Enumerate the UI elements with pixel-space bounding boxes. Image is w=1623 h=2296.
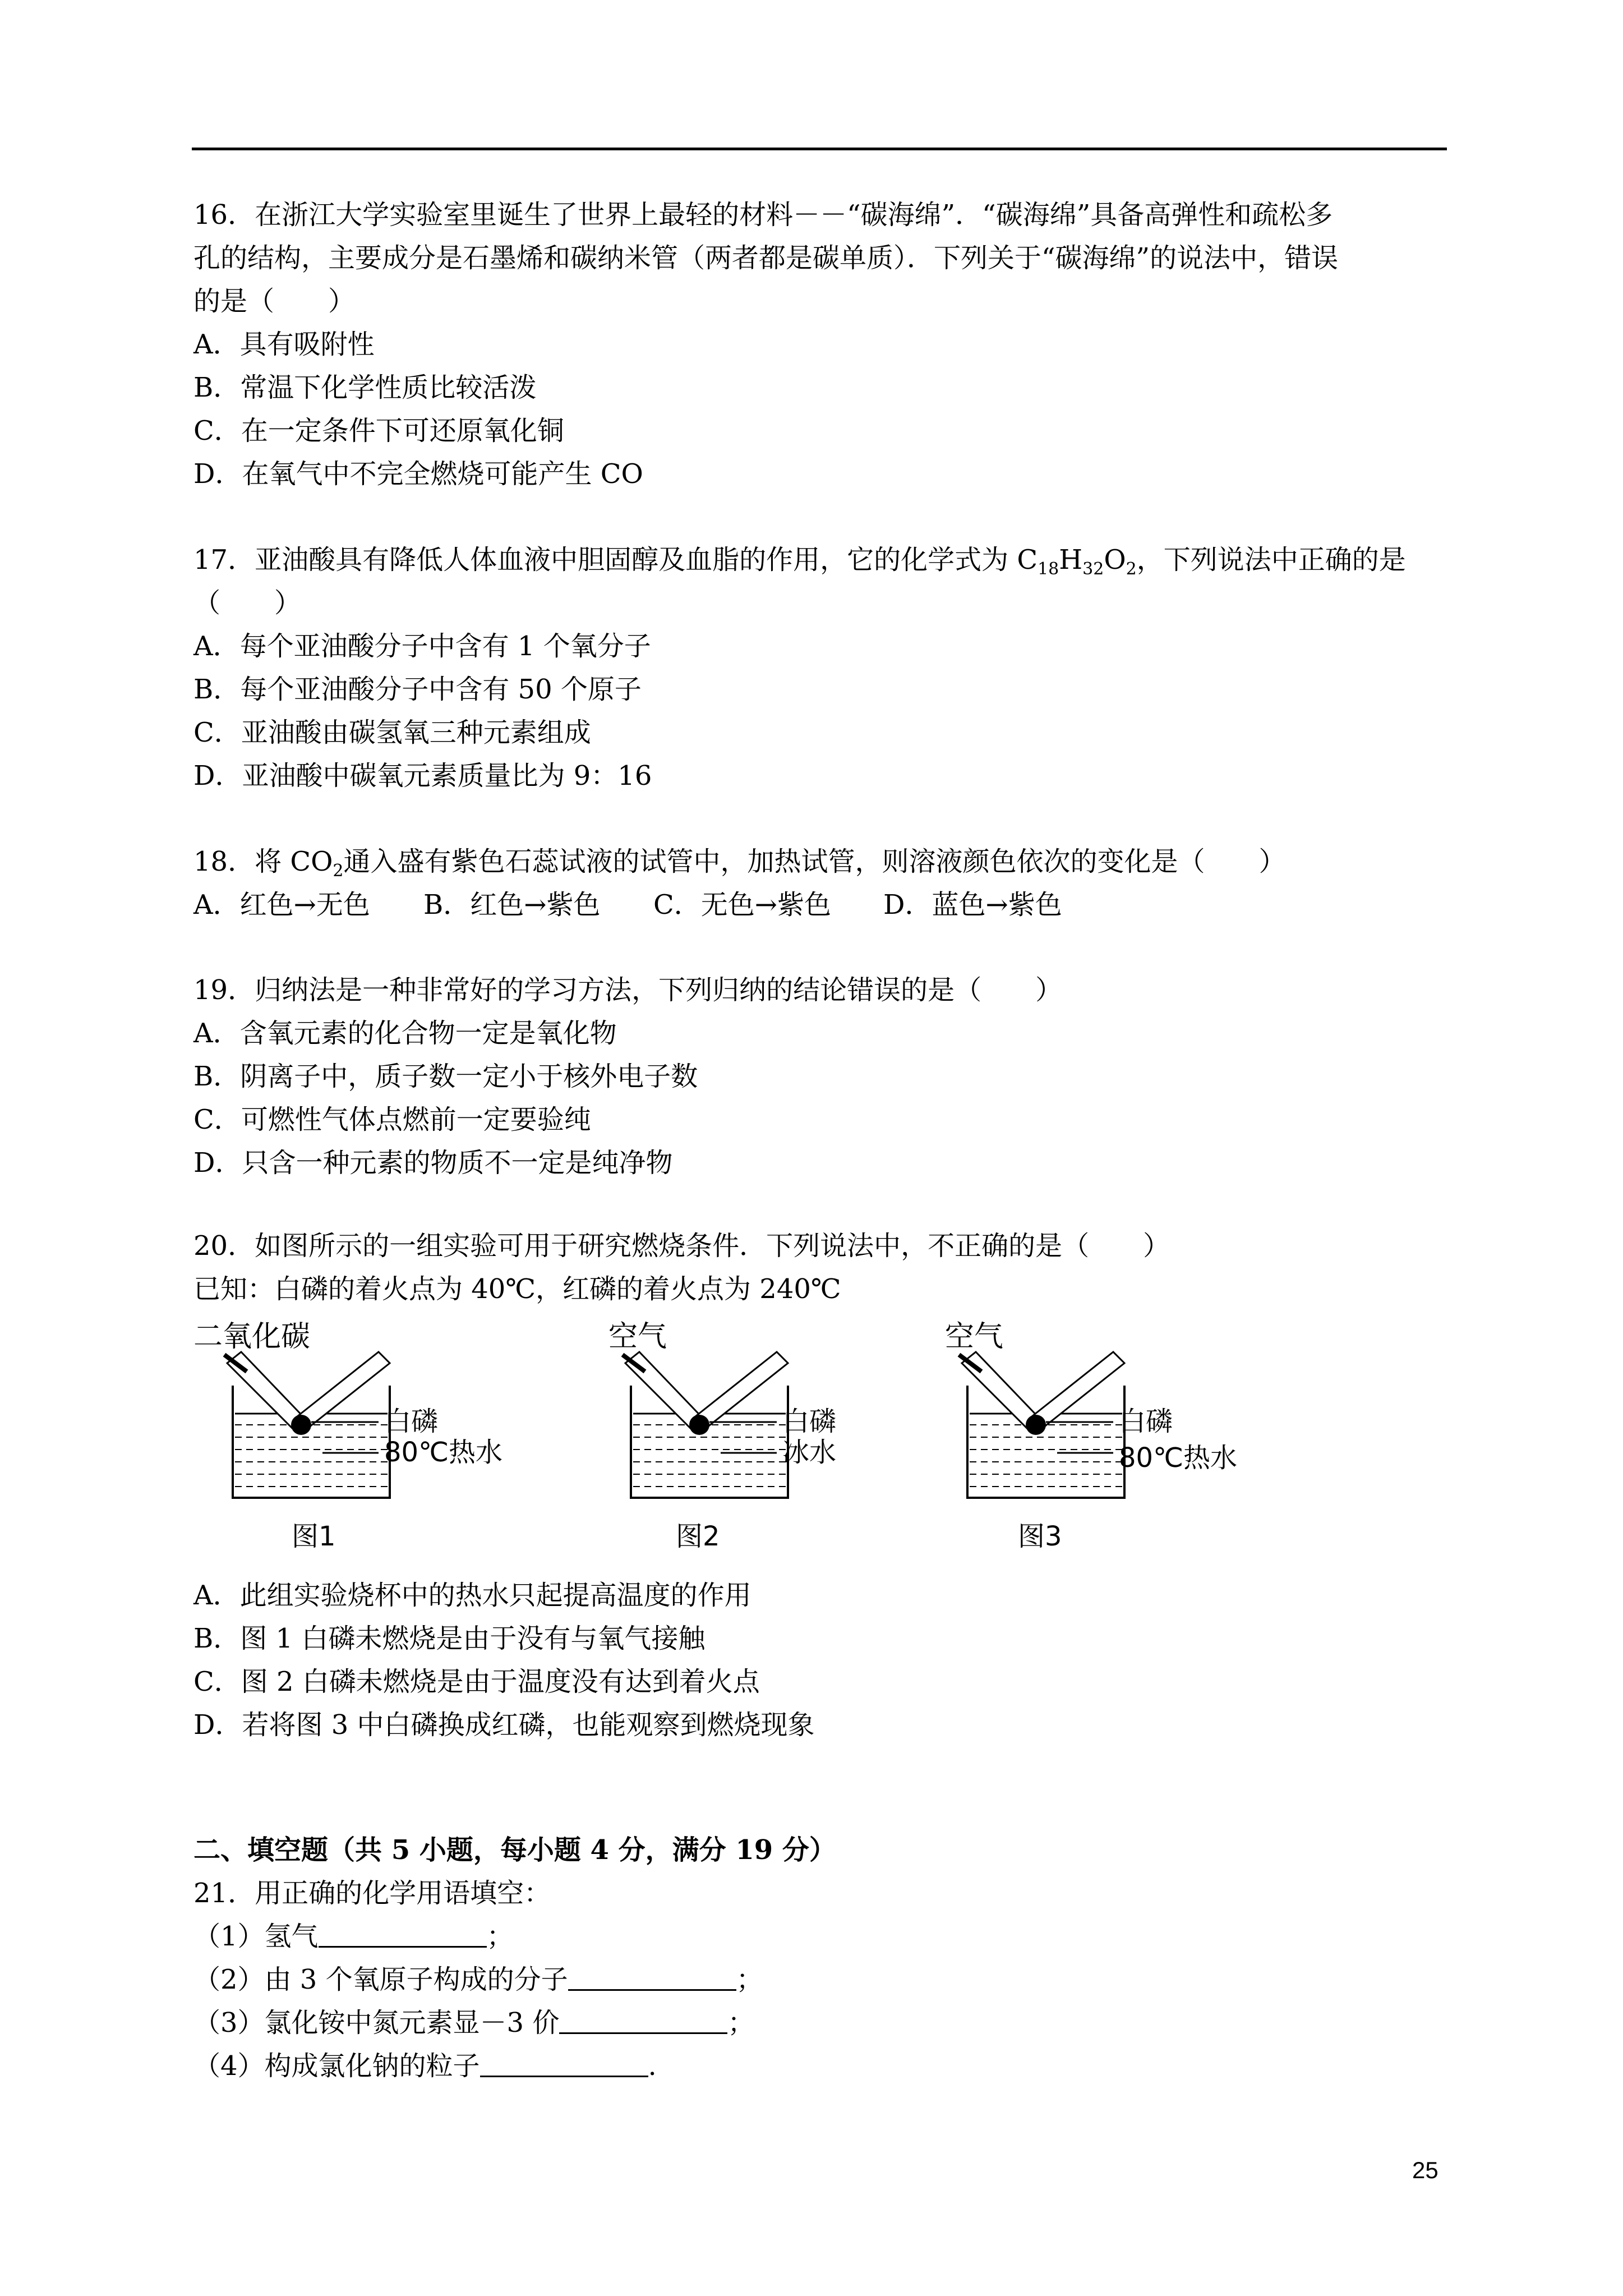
q21-item-2 bbox=[193, 1958, 1453, 2001]
question-16 bbox=[193, 194, 1453, 496]
q18-option-c: C．无色→紫色 bbox=[653, 889, 831, 921]
q21-item-4-label: （4）构成氯化钠的粒子 bbox=[193, 2050, 480, 2082]
section-2 bbox=[193, 1829, 1453, 2088]
question-17 bbox=[193, 539, 1453, 798]
q20-figures bbox=[193, 1318, 1259, 1571]
q20-option-a: A．此组实验烧杯中的热水只起提高温度的作用 bbox=[193, 1580, 751, 1611]
q21-item-2-label: （2）由 3 个氧原子构成的分子 bbox=[193, 1964, 568, 1995]
q17-option-d: D．亚油酸中碳氧元素质量比为 9：16 bbox=[193, 760, 652, 792]
q16-option-d: D．在氧气中不完全燃烧可能产生 CO bbox=[193, 458, 643, 490]
q16-stem-line2: 孔的结构，主要成分是石墨烯和碳纳米管（两者都是碳单质）．下列关于“碳海绵”的说法中，错误 bbox=[193, 242, 1339, 274]
figure-2-beaker bbox=[631, 1386, 788, 1498]
q20-option-d: D．若将图 3 中白磷换成红磷，也能观察到燃烧现象 bbox=[193, 1709, 815, 1741]
figure-1-gas-label: 二氧化碳 bbox=[193, 1320, 311, 1354]
figure-3-beaker bbox=[967, 1386, 1124, 1498]
figure-1-caption: 图1 bbox=[292, 1521, 336, 1552]
q20-option-c: C．图 2 白磷未燃烧是由于温度没有达到着火点 bbox=[193, 1666, 760, 1697]
figure-3-gas-label: 空气 bbox=[945, 1320, 1004, 1354]
q17-text-post: ，下列说法中正确的是 bbox=[1136, 544, 1406, 576]
q17-option-a: A．每个亚油酸分子中含有 1 个氧分子 bbox=[193, 631, 651, 662]
q17-option-b: B．每个亚油酸分子中含有 50 个原子 bbox=[193, 674, 642, 705]
q18-text-pre: 18．将 CO bbox=[193, 846, 333, 877]
figure-2-solid-label: 白磷 bbox=[782, 1406, 837, 1437]
q16-option-a: A．具有吸附性 bbox=[193, 329, 375, 360]
q21-item-1-end: ； bbox=[486, 1921, 514, 1952]
figure-3-water bbox=[970, 1425, 1122, 1487]
q21-item-3-label: （3）氯化铵中氮元素显－3 价 bbox=[193, 2007, 560, 2039]
figure-3-phosphorus bbox=[1026, 1415, 1046, 1435]
figure-3 bbox=[928, 1318, 1259, 1571]
figure-3-water-label: 80℃热水 bbox=[1119, 1442, 1237, 1474]
figure-1-phosphorus bbox=[291, 1415, 311, 1435]
q17-text-pre: 17．亚油酸具有降低人体血液中胆固醇及血脂的作用，它的化学式为 C bbox=[193, 544, 1038, 576]
q16-stem-line1: 16．在浙江大学实验室里诞生了世界上最轻的材料－－“碳海绵”．“碳海绵”具备高弹性和疏松多 bbox=[193, 199, 1333, 231]
q18-text-post: 通入盛有紫色石蕊试液的试管中，加热试管，则溶液颜色依次的变化是（ ） bbox=[343, 846, 1286, 877]
figure-1 bbox=[193, 1318, 541, 1571]
page-number: 25 bbox=[1412, 2157, 1438, 2183]
q17-sub-2: 2 bbox=[1126, 559, 1137, 579]
q17-option-c: C．亚油酸由碳氢氧三种元素组成 bbox=[193, 717, 591, 748]
q21-item-4-end: . bbox=[648, 2050, 657, 2082]
q19-option-d: D．只含一种元素的物质不一定是纯净物 bbox=[193, 1147, 673, 1179]
q21-item-2-end: ； bbox=[736, 1964, 763, 1995]
q18-option-d: D．蓝色→紫色 bbox=[883, 889, 1062, 921]
q20-known: 已知：白磷的着火点为 40℃，红磷的着火点为 240℃ bbox=[193, 1273, 841, 1305]
question-18 bbox=[193, 840, 1453, 927]
figure-2-water-label: 冰水 bbox=[782, 1437, 837, 1468]
q21-item-2-blank[interactable] bbox=[568, 1960, 736, 1991]
q18-stem bbox=[193, 840, 1453, 884]
q17-stem-line2: （ ） bbox=[193, 587, 302, 619]
figure-2-caption: 图2 bbox=[676, 1521, 720, 1552]
q18-options-row bbox=[193, 884, 1453, 927]
q21-item-3-blank[interactable] bbox=[559, 2003, 727, 2034]
q21-item-1-blank[interactable] bbox=[319, 1917, 487, 1948]
q21-stem: 21．用正确的化学用语填空： bbox=[193, 1878, 551, 1909]
figure-1-solid-label: 白磷 bbox=[384, 1406, 439, 1437]
q18-option-b: B．红色→紫色 bbox=[423, 889, 601, 921]
question-20-options bbox=[193, 1574, 1453, 1747]
figure-2-gas-label: 空气 bbox=[608, 1320, 667, 1354]
q19-option-a: A．含氧元素的化合物一定是氧化物 bbox=[193, 1018, 617, 1049]
q17-stem-line1 bbox=[193, 539, 1453, 582]
section-2-title: 二、填空题（共 5 小题，每小题 4 分，满分 19 分） bbox=[193, 1834, 836, 1866]
figure-2-water bbox=[633, 1425, 786, 1487]
figure-2-phosphorus bbox=[689, 1415, 709, 1435]
q20-stem: 20．如图所示的一组实验可用于研究燃烧条件．下列说法中，不正确的是（ ） bbox=[193, 1230, 1170, 1262]
q16-stem-line3: 的是（ ） bbox=[193, 286, 356, 317]
q17-sub-18: 18 bbox=[1038, 559, 1059, 579]
q16-option-b: B．常温下化学性质比较活泼 bbox=[193, 372, 537, 403]
q19-option-c: C．可燃性气体点燃前一定要验纯 bbox=[193, 1104, 591, 1135]
q21-item-1-label: （1）氢气 bbox=[193, 1921, 319, 1952]
figure-3-caption: 图3 bbox=[1018, 1521, 1062, 1552]
q17-sub-32: 32 bbox=[1082, 559, 1104, 579]
q17-text-o: O bbox=[1104, 544, 1126, 576]
q21-item-3 bbox=[193, 2001, 1453, 2045]
q21-item-4-blank[interactable] bbox=[480, 2046, 648, 2077]
q21-item-3-end: ； bbox=[727, 2007, 755, 2039]
question-19 bbox=[193, 969, 1453, 1185]
q17-text-h: H bbox=[1059, 544, 1083, 576]
q21-item-4 bbox=[193, 2045, 1453, 2088]
q20-option-b: B．图 1 白磷未燃烧是由于没有与氧气接触 bbox=[193, 1623, 706, 1654]
q18-option-a: A．红色→无色 bbox=[193, 889, 370, 921]
q19-stem: 19．归纳法是一种非常好的学习方法，下列归纳的结论错误的是（ ） bbox=[193, 974, 1063, 1006]
figure-1-beaker bbox=[233, 1386, 390, 1498]
q19-option-b: B．阴离子中，质子数一定小于核外电子数 bbox=[193, 1061, 698, 1092]
figure-3-solid-label: 白磷 bbox=[1119, 1406, 1173, 1437]
q18-sub-2: 2 bbox=[333, 861, 344, 881]
figure-1-water bbox=[235, 1425, 388, 1487]
q16-option-c: C．在一定条件下可还原氧化铜 bbox=[193, 415, 564, 447]
figure-1-water-label: 80℃热水 bbox=[384, 1437, 502, 1468]
q21-item-1 bbox=[193, 1915, 1453, 1958]
question-20 bbox=[193, 1225, 1453, 1311]
header-rule bbox=[192, 148, 1447, 150]
figure-2 bbox=[592, 1318, 906, 1571]
